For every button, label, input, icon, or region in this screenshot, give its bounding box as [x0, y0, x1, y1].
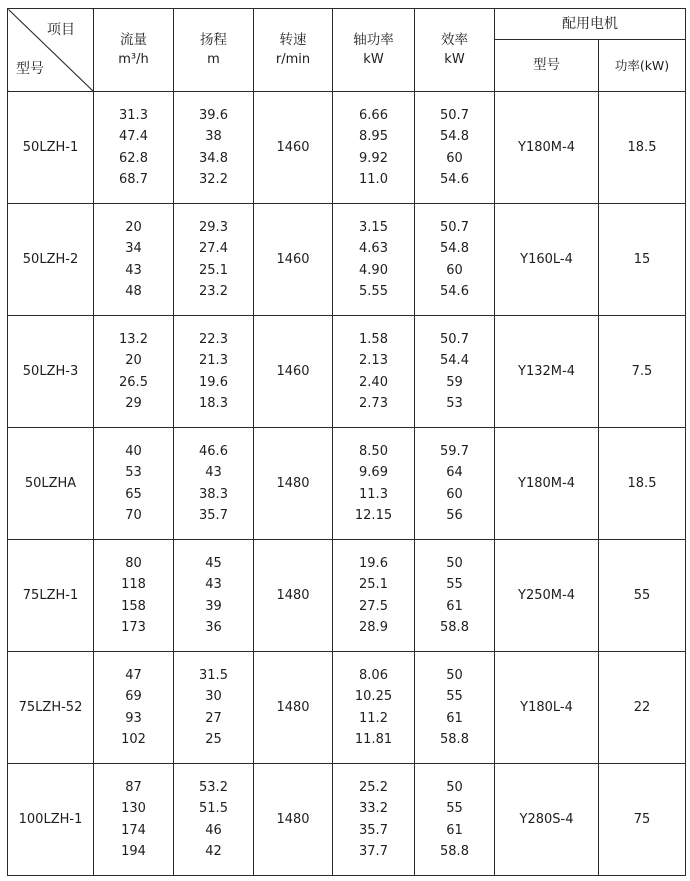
efficiency-cell-value: 54.6: [440, 172, 469, 187]
flow-unit: m³/h: [118, 52, 149, 67]
motor-power-cell: 55: [599, 540, 686, 652]
table-row: [8, 92, 686, 204]
head-header: [174, 9, 254, 92]
shaft-power-header: [333, 9, 415, 92]
shaft-power-cell: [333, 428, 415, 540]
head-cell: [174, 428, 254, 540]
shaft-power-cell-value: 8.06: [359, 667, 388, 683]
efficiency-cell-value: 58.8: [440, 844, 469, 859]
speed-header: [254, 9, 333, 92]
motor-model-header: 型号: [495, 40, 599, 92]
head-cell-value: 27.4: [199, 241, 228, 256]
shaft-power-cell-value: 37.7: [359, 844, 388, 859]
shaft-power-cell-value: 35.7: [359, 822, 388, 838]
efficiency-cell-value: 64: [446, 465, 463, 480]
head-cell-value: 30: [205, 689, 222, 704]
efficiency-cell-value: 54.4: [440, 353, 469, 368]
motor-model-cell: Y180M-4: [495, 92, 599, 204]
flow-cell-value: 20: [125, 219, 142, 235]
head-cell-value: 36: [205, 620, 222, 635]
shaft-power-cell-value: 2.40: [359, 374, 388, 390]
speed-unit: r/min: [275, 52, 311, 67]
shaft-power-cell-value: 8.95: [359, 129, 388, 144]
efficiency-header: [415, 9, 495, 92]
flow-cell-value: 130: [121, 801, 146, 816]
efficiency-cell-value: 56: [446, 508, 463, 523]
motor-model-cell: Y250M-4: [495, 540, 599, 652]
shaft-power-cell-value: 3.15: [359, 219, 388, 235]
efficiency-cell-value: 55: [446, 577, 463, 592]
flow-cell-value: 65: [125, 486, 142, 502]
head-cell: [174, 92, 254, 204]
efficiency-label: 效率: [441, 32, 468, 48]
flow-cell-value: 34: [125, 241, 142, 256]
shaft-power-cell: [333, 540, 415, 652]
motor-model-cell: Y280S-4: [495, 764, 599, 876]
model-label: 型号: [16, 61, 44, 77]
head-cell-value: 43: [205, 577, 222, 592]
flow-cell-value: 194: [121, 844, 146, 859]
model-cell: 75LZH-1: [8, 540, 94, 652]
motor-power-cell: 22: [599, 652, 686, 764]
shaft-power-unit: kW: [363, 52, 384, 67]
model-cell: 50LZH-2: [8, 204, 94, 316]
table-header: [8, 9, 686, 92]
efficiency-cell: [415, 764, 495, 876]
motor-model-cell: Y160L-4: [495, 204, 599, 316]
flow-cell: [94, 764, 174, 876]
shaft-power-cell-value: 6.66: [359, 107, 388, 123]
flow-cell: [94, 652, 174, 764]
model-cell: 50LZHA: [8, 428, 94, 540]
flow-cell-value: 13.2: [119, 331, 148, 347]
speed-cell: 1480: [254, 764, 333, 876]
motor-model-cell: Y132M-4: [495, 316, 599, 428]
shaft-power-cell-value: 9.92: [359, 150, 388, 166]
shaft-power-cell-value: 1.58: [359, 331, 388, 347]
shaft-power-cell: [333, 204, 415, 316]
flow-cell-value: 47: [125, 667, 142, 683]
flow-cell-value: 53: [125, 465, 142, 480]
table-row: [8, 428, 686, 540]
head-unit: m: [207, 52, 220, 67]
shaft-power-cell-value: 25.1: [359, 577, 388, 592]
efficiency-cell-value: 50: [446, 779, 463, 795]
flow-cell-value: 80: [125, 555, 142, 571]
flow-cell-value: 173: [121, 620, 146, 635]
head-cell: [174, 764, 254, 876]
flow-cell-value: 48: [125, 284, 142, 299]
shaft-power-cell-value: 11.3: [359, 486, 388, 502]
model-cell: 75LZH-52: [8, 652, 94, 764]
head-cell-value: 53.2: [199, 779, 228, 795]
efficiency-cell: [415, 540, 495, 652]
flow-header: [94, 9, 174, 92]
shaft-power-cell-value: 28.9: [359, 620, 388, 635]
pump-spec-table: [7, 8, 686, 876]
efficiency-cell-value: 61: [446, 710, 463, 726]
head-cell-value: 29.3: [199, 219, 228, 235]
shaft-power-cell-value: 25.2: [359, 779, 388, 795]
speed-cell: 1480: [254, 540, 333, 652]
efficiency-cell: [415, 652, 495, 764]
efficiency-cell-value: 59: [446, 374, 463, 390]
efficiency-cell-value: 58.8: [440, 620, 469, 635]
shaft-power-cell-value: 2.13: [359, 353, 388, 368]
efficiency-cell-value: 50.7: [440, 331, 469, 347]
efficiency-cell: [415, 92, 495, 204]
flow-cell: [94, 428, 174, 540]
efficiency-cell-value: 59.7: [440, 443, 469, 459]
speed-cell: 1460: [254, 92, 333, 204]
shaft-power-cell-value: 11.81: [354, 732, 393, 747]
motor-power-cell: 18.5: [599, 428, 686, 540]
speed-cell: 1480: [254, 428, 333, 540]
head-cell: [174, 540, 254, 652]
shaft-power-cell-value: 2.73: [359, 396, 388, 411]
table-row: [8, 540, 686, 652]
shaft-power-cell-value: 9.69: [359, 465, 388, 480]
efficiency-cell: [415, 316, 495, 428]
shaft-power-cell-value: 5.55: [359, 284, 388, 299]
efficiency-cell-value: 54.6: [440, 284, 469, 299]
head-cell-value: 23.2: [199, 284, 228, 299]
motor-model-cell: Y180L-4: [495, 652, 599, 764]
shaft-power-cell-value: 10.25: [354, 689, 393, 704]
flow-cell-value: 43: [125, 262, 142, 278]
model-cell: 50LZH-3: [8, 316, 94, 428]
flow-cell-value: 31.3: [119, 107, 148, 123]
shaft-power-cell-value: 33.2: [359, 801, 388, 816]
motor-power-cell: 18.5: [599, 92, 686, 204]
flow-cell-value: 87: [125, 779, 142, 795]
head-cell: [174, 652, 254, 764]
shaft-power-cell-value: 27.5: [359, 598, 388, 614]
shaft-power-cell-value: 11.0: [359, 172, 388, 187]
flow-cell-value: 20: [125, 353, 142, 368]
efficiency-unit: kW: [444, 52, 465, 67]
shaft-power-cell-value: 11.2: [359, 710, 388, 726]
efficiency-cell-value: 54.8: [440, 241, 469, 256]
efficiency-cell-value: 55: [446, 801, 463, 816]
motor-group-header: 配用电机: [495, 9, 686, 40]
flow-cell-value: 158: [121, 598, 146, 614]
head-cell-value: 31.5: [199, 667, 228, 683]
head-cell-value: 38: [205, 129, 222, 144]
head-cell-value: 51.5: [199, 801, 228, 816]
motor-power-cell: 75: [599, 764, 686, 876]
speed-cell: 1460: [254, 316, 333, 428]
efficiency-cell-value: 53: [446, 396, 463, 411]
head-cell: [174, 316, 254, 428]
efficiency-cell: [415, 204, 495, 316]
flow-cell-value: 68.7: [119, 172, 148, 187]
efficiency-cell: [415, 428, 495, 540]
flow-cell: [94, 92, 174, 204]
head-cell-value: 32.2: [199, 172, 228, 187]
flow-cell-value: 70: [125, 508, 142, 523]
efficiency-cell-value: 61: [446, 598, 463, 614]
head-cell-value: 39.6: [199, 107, 228, 123]
shaft-power-label: 轴功率: [353, 32, 394, 48]
motor-model-cell: Y180M-4: [495, 428, 599, 540]
efficiency-cell-value: 50: [446, 667, 463, 683]
flow-cell-value: 40: [125, 443, 142, 459]
efficiency-cell-value: 50.7: [440, 107, 469, 123]
head-cell-value: 34.8: [199, 150, 228, 166]
motor-power-header: 功率(kW): [599, 40, 686, 92]
shaft-power-cell-value: 8.50: [359, 443, 388, 459]
head-cell-value: 25: [205, 732, 222, 747]
efficiency-cell-value: 58.8: [440, 732, 469, 747]
efficiency-cell-value: 61: [446, 822, 463, 838]
flow-cell-value: 102: [121, 732, 146, 747]
model-cell: 50LZH-1: [8, 92, 94, 204]
shaft-power-cell-value: 4.63: [359, 241, 388, 256]
head-cell-value: 18.3: [199, 396, 228, 411]
efficiency-cell-value: 50: [446, 555, 463, 571]
shaft-power-cell-value: 19.6: [359, 555, 388, 571]
flow-cell: [94, 540, 174, 652]
head-cell-value: 19.6: [199, 374, 228, 390]
diagonal-header-cell: [8, 9, 94, 92]
head-cell-value: 21.3: [199, 353, 228, 368]
flow-cell-value: 29: [125, 396, 142, 411]
model-cell: 100LZH-1: [8, 764, 94, 876]
flow-cell: [94, 204, 174, 316]
head-cell-value: 43: [205, 465, 222, 480]
table-body: [8, 92, 686, 876]
efficiency-cell-value: 60: [446, 262, 463, 278]
shaft-power-cell: [333, 316, 415, 428]
shaft-power-cell: [333, 92, 415, 204]
flow-cell-value: 93: [125, 710, 142, 726]
shaft-power-cell: [333, 652, 415, 764]
head-cell-value: 25.1: [199, 262, 228, 278]
head-cell-value: 38.3: [199, 486, 228, 502]
head-cell-value: 45: [205, 555, 222, 571]
speed-label: 转速: [279, 32, 307, 48]
head-cell-value: 39: [205, 598, 222, 614]
flow-cell-value: 69: [125, 689, 142, 704]
head-label: 扬程: [200, 32, 227, 48]
speed-cell: 1460: [254, 204, 333, 316]
flow-label: 流量: [120, 32, 147, 48]
item-label: 项目: [47, 22, 75, 38]
speed-cell: 1480: [254, 652, 333, 764]
head-cell-value: 42: [205, 844, 222, 859]
head-cell-value: 46: [205, 822, 222, 838]
head-cell: [174, 204, 254, 316]
flow-cell: [94, 316, 174, 428]
flow-cell-value: 47.4: [119, 129, 148, 144]
table-row: [8, 204, 686, 316]
head-cell-value: 22.3: [199, 331, 228, 347]
efficiency-cell-value: 50.7: [440, 219, 469, 235]
efficiency-cell-value: 60: [446, 486, 463, 502]
flow-cell-value: 26.5: [119, 374, 148, 390]
efficiency-cell-value: 55: [446, 689, 463, 704]
efficiency-cell-value: 60: [446, 150, 463, 166]
motor-power-cell: 7.5: [599, 316, 686, 428]
table-row: [8, 652, 686, 764]
efficiency-cell-value: 54.8: [440, 129, 469, 144]
flow-cell-value: 174: [121, 822, 146, 838]
motor-power-cell: 15: [599, 204, 686, 316]
shaft-power-cell: [333, 764, 415, 876]
head-cell-value: 46.6: [199, 443, 228, 459]
table-row: [8, 316, 686, 428]
table-row: [8, 764, 686, 876]
flow-cell-value: 62.8: [119, 150, 148, 166]
head-cell-value: 27: [205, 710, 222, 726]
shaft-power-cell-value: 12.15: [354, 508, 393, 523]
shaft-power-cell-value: 4.90: [359, 262, 388, 278]
flow-cell-value: 118: [121, 577, 146, 592]
head-cell-value: 35.7: [199, 508, 228, 523]
